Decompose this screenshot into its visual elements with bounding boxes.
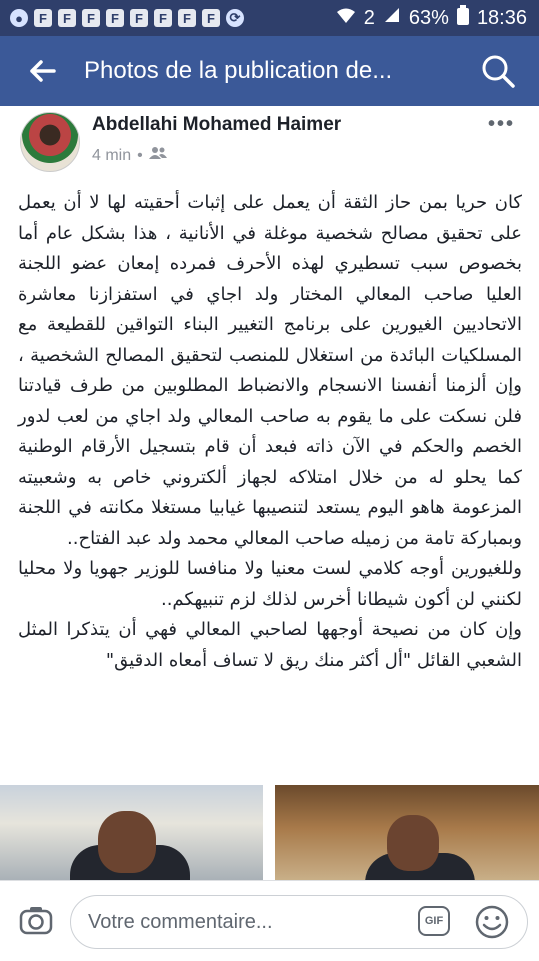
emoji-icon[interactable] [474, 904, 510, 940]
facebook-icon: F [82, 9, 100, 27]
avatar[interactable] [20, 112, 80, 172]
person-face [387, 815, 439, 871]
status-bar [0, 0, 539, 36]
system-status [336, 5, 539, 31]
app-bar [0, 36, 539, 106]
separator-dot: • [137, 146, 143, 164]
camera-icon[interactable] [18, 902, 54, 938]
battery-icon [457, 5, 469, 31]
post-text: كان حريا بمن حاز الثقة أن يعمل على إثبات أحقيته لها لا أن يعمل على تحقيق مصالح شخصية موغلة في الأنانية ، هذا بشكل عام أما بخصوص سبب تسطيري لهذه الأحرف فمرده إمعان عضو اللجنة العليا صاحب المعالي المختار ولد اجاي في استفزازنا معاشرة الاتحاديين الغيورين على برنامج التغيير البناء التواقين للقطيعة مع المسلكيات البائدة من استغلال للمنصب لتحقيق المصالح الشخصية ، وإن ألزمنا أنفسنا الانسجام والانضباط المطلوبين من طرف قيادتنا فلن نسكت على ما يقوم به صاحب المعالي ولد اجاي من لعب لدور الخصم والحكم في الآن ذاته فبعد أن قام بتسجيل الأرقام الوطنية كما يحلو له من خلال امتلاكه لجهاز ألكتروني خاص به وشعبيته المزعومة هاهو اليوم يستعد لتنصيبها غيابيا مستغلا مكانته في اللجنة وبمباركة تامة من زميله صاحب المعالي محمد ولد عبد الفتاح.. وللغيورين أوجه كلامي لست معنيا ولا منافسا للوزير جهويا ولا محليا لكنني لن أكون شيطانا أخرس لذلك لزم تنبيهكم.. وإن كان من نصيحة أوجهها لصاحبي المعالي فهي أن يتذكرا المثل الشعبي القائل "أل أكثر منك ريق لا تساف أمعاه الدقيق" [18, 192, 522, 671]
wifi-icon [336, 7, 356, 30]
notification-icons [0, 9, 244, 27]
friends-icon [149, 146, 167, 165]
comment-placeholder: Votre commentaire... [88, 911, 273, 933]
post-author[interactable]: Abdellahi Mohamed Haimer [92, 114, 342, 135]
facebook-icon: F [202, 9, 220, 27]
messenger-icon: ● [10, 9, 28, 27]
back-arrow-icon[interactable] [28, 57, 56, 85]
facebook-icon: F [130, 9, 148, 27]
gif-button[interactable]: GIF [418, 906, 450, 936]
facebook-icon: F [178, 9, 196, 27]
signal-icon [383, 6, 401, 30]
battery-level: 63% [408, 6, 449, 29]
search-icon[interactable] [479, 52, 517, 90]
facebook-icon: F [106, 9, 124, 27]
clock: 18:36 [476, 6, 527, 29]
post-time[interactable]: 4 min [92, 146, 132, 164]
person-face [98, 811, 156, 873]
post-photo[interactable] [0, 785, 263, 881]
facebook-icon: F [154, 9, 172, 27]
sync-icon: ⟳ [226, 9, 244, 27]
facebook-icon: F [58, 9, 76, 27]
more-options-icon[interactable]: ••• [487, 113, 515, 135]
sim-indicator: 2 [363, 6, 375, 29]
post-photo[interactable] [275, 785, 539, 881]
facebook-icon: F [34, 9, 52, 27]
page-title: Photos de la publication de... [84, 57, 393, 84]
post-meta [92, 146, 167, 165]
